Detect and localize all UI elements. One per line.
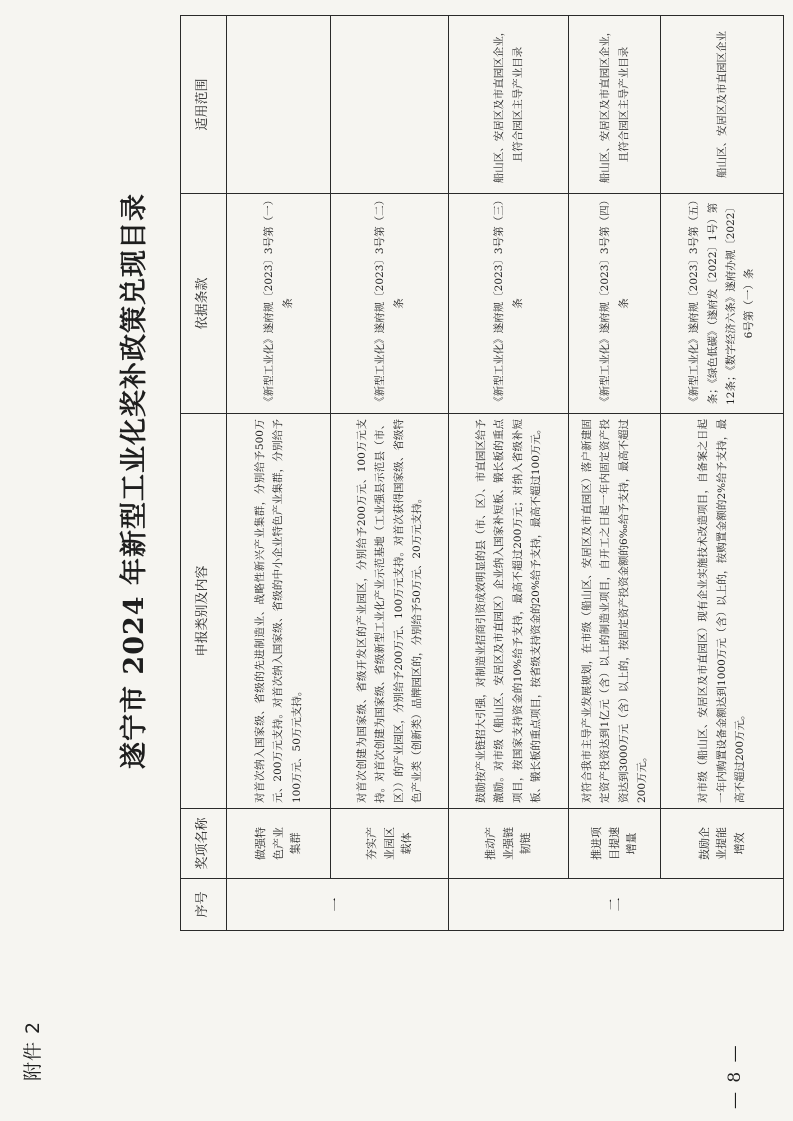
table-header-row — [181, 16, 227, 931]
table-row — [227, 16, 331, 931]
award-scope — [331, 16, 449, 194]
group-seq-1: 一 — [227, 879, 449, 931]
award-content: 对首次纳入国家级、省级的先进制造业、战略性新兴产业集群，分别给予500万元、200万元支持。对首次纳入国家级、省级的中小企业特色产业集群，分别给予100万元、50万元支持。 — [227, 414, 331, 809]
award-basis: 《新型工业化》遂府规〔2023〕3号第（四）条 — [569, 194, 661, 414]
award-basis: 《新型工业化》遂府规〔2023〕3号第（二）条 — [331, 194, 449, 414]
award-scope — [227, 16, 331, 194]
header-basis: 依据条款 — [181, 194, 227, 414]
award-scope: 船山区、安居区及市直园区企业，且符合园区主导产业目录 — [569, 16, 661, 194]
award-basis: 《新型工业化》遂府规〔2023〕3号第（一）条 — [227, 194, 331, 414]
table-row — [661, 16, 784, 931]
group-seq-2: 二 — [449, 879, 784, 931]
award-content: 对符合我市主导产业发展规划，在市级（船山区、安居区及市直园区）落户新建固定资产投资达到1亿元（含）以上的制造业项目，自开工之日起一年内固定资产投资达到3000万元（含）以上的，按固定资产投资金额的6‰给予支持，最高不超过200万元。 — [569, 414, 661, 809]
table-row — [569, 16, 661, 931]
award-name: 推进项目提速增量 — [569, 809, 661, 879]
header-name: 奖项名称 — [181, 809, 227, 879]
document-title: 遂宁市 2024 年新型工业化奖补政策兑现目录 — [119, 193, 150, 769]
header-content: 申报类别及内容 — [181, 414, 227, 809]
award-basis: 《新型工业化》遂府规〔2023〕3号第（三）条 — [449, 194, 569, 414]
award-content: 对首次创建为国家级、省级开发区的产业园区，分别给予200万元、100万元支持。对首次创建为国家级、省级新型工业化产业示范基地（工业强县示范县（市、区））的产业园区，分别给予200万元、100万元支持。对首次获得国家级、省级特色产业类（创新类）品牌园区的，分别给予50万元、20万元支持。 — [331, 414, 449, 809]
table-row — [449, 16, 569, 931]
header-seq: 序号 — [181, 879, 227, 931]
award-content: 鼓励按产业链招大引强，对制造业招商引资成效明显的县（市、区）、市直园区给予激励。对市级（船山区、安居区及市直园区）企业纳入国家补短板、锻长板的重点项目，按国家支持资金的10%给予支持，最高不超过200万元；对纳入省级补短板、锻长板的重点项目，按省级支持资金的20%给予支持，最高不超过100万元。 — [449, 414, 569, 809]
award-basis: 《新型工业化》遂府规〔2023〕3号第（五）条；《绿色低碳》（遂府发〔2022〕1号）第12条；《数字经济六条》遂府办规〔2022〕6号第（一）条 — [661, 194, 784, 414]
attachment-label: 附件 2 — [22, 1020, 44, 1081]
table-row — [331, 16, 449, 931]
award-content: 对市级（船山区、安居区及市直园区）现有企业实施技术改造项目，自备案之日起一年内购置设备金额达到1000万元（含）以上的，按购置金额的2%给予支持，最高不超过200万元。 — [661, 414, 784, 809]
header-scope: 适用范围 — [181, 16, 227, 194]
award-scope: 船山区、安居区及市直园区企业 — [661, 16, 784, 194]
award-name: 夯实产业园区载体 — [331, 809, 449, 879]
policy-table — [180, 16, 783, 931]
award-name: 做强特色产业集群 — [227, 809, 331, 879]
page-number: — 8 — — [725, 1043, 745, 1109]
award-scope: 船山区、安居区及市直园区企业，且符合园区主导产业目录 — [449, 16, 569, 194]
award-name: 推动产业强链韧链 — [449, 809, 569, 879]
award-name: 鼓励企业提能增效 — [661, 809, 784, 879]
